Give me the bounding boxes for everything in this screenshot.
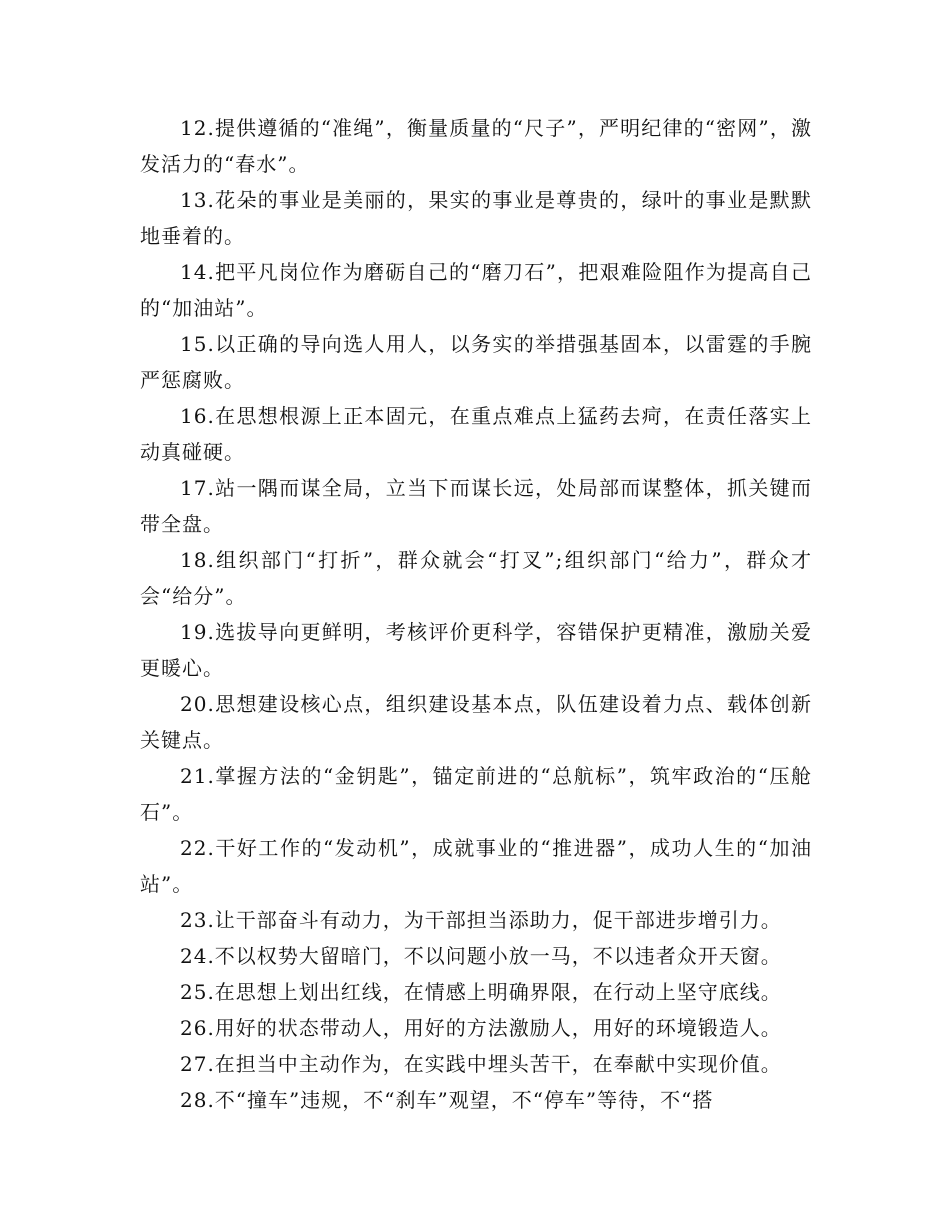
paragraph-16: 16.在思想根源上正本固元，在重点难点上猛药去疴，在责任落实上动真碰硬。 xyxy=(140,404,812,464)
paragraph-20: 20.思想建设核心点，组织建设基本点，队伍建设着力点、载体创新关键点。 xyxy=(140,692,812,752)
paragraph-28: 28.不“撞车”违规，不“刹车”观望，不“停车”等待，不“搭 xyxy=(180,1088,714,1112)
paragraph-25: 25.在思想上划出红线，在情感上明确界限，在行动上坚守底线。 xyxy=(180,980,782,1004)
paragraph-15: 15.以正确的导向选人用人，以务实的举措强基固本，以雷霆的手腕严惩腐败。 xyxy=(140,332,812,392)
paragraph-24: 24.不以权势大留暗门，不以问题小放一马，不以违者众开天窗。 xyxy=(180,944,782,968)
paragraph-18: 18.组织部门“打折”，群众就会“打叉”;组织部门“给力”，群众才会“给分”。 xyxy=(140,548,812,608)
paragraph-23: 23.让干部奋斗有动力，为干部担当添助力，促干部进步增引力。 xyxy=(180,908,782,932)
paragraph-14: 14.把平凡岗位作为磨砺自己的“磨刀石”，把艰难险阻作为提高自己的“加油站”。 xyxy=(140,260,812,320)
paragraph-21: 21.掌握方法的“金钥匙”，锚定前进的“总航标”，筑牢政治的“压舱石”。 xyxy=(140,764,812,824)
paragraph-27: 27.在担当中主动作为，在实践中埋头苦干，在奉献中实现价值。 xyxy=(180,1052,782,1076)
paragraph-17: 17.站一隅而谋全局，立当下而谋长远，处局部而谋整体，抓关键而带全盘。 xyxy=(140,476,812,536)
paragraph-26: 26.用好的状态带动人，用好的方法激励人，用好的环境锻造人。 xyxy=(180,1016,782,1040)
paragraph-19: 19.选拔导向更鲜明，考核评价更科学，容错保护更精准，激励关爱更暖心。 xyxy=(140,620,812,680)
paragraph-13: 13.花朵的事业是美丽的，果实的事业是尊贵的，绿叶的事业是默默地垂着的。 xyxy=(140,188,812,248)
paragraph-12: 12.提供遵循的“准绳”，衡量质量的“尺子”，严明纪律的“密网”，激发活力的“春水”。 xyxy=(140,116,812,176)
document-body xyxy=(140,110,812,1118)
paragraph-22: 22.干好工作的“发动机”，成就事业的“推进器”，成功人生的“加油站”。 xyxy=(140,836,812,896)
